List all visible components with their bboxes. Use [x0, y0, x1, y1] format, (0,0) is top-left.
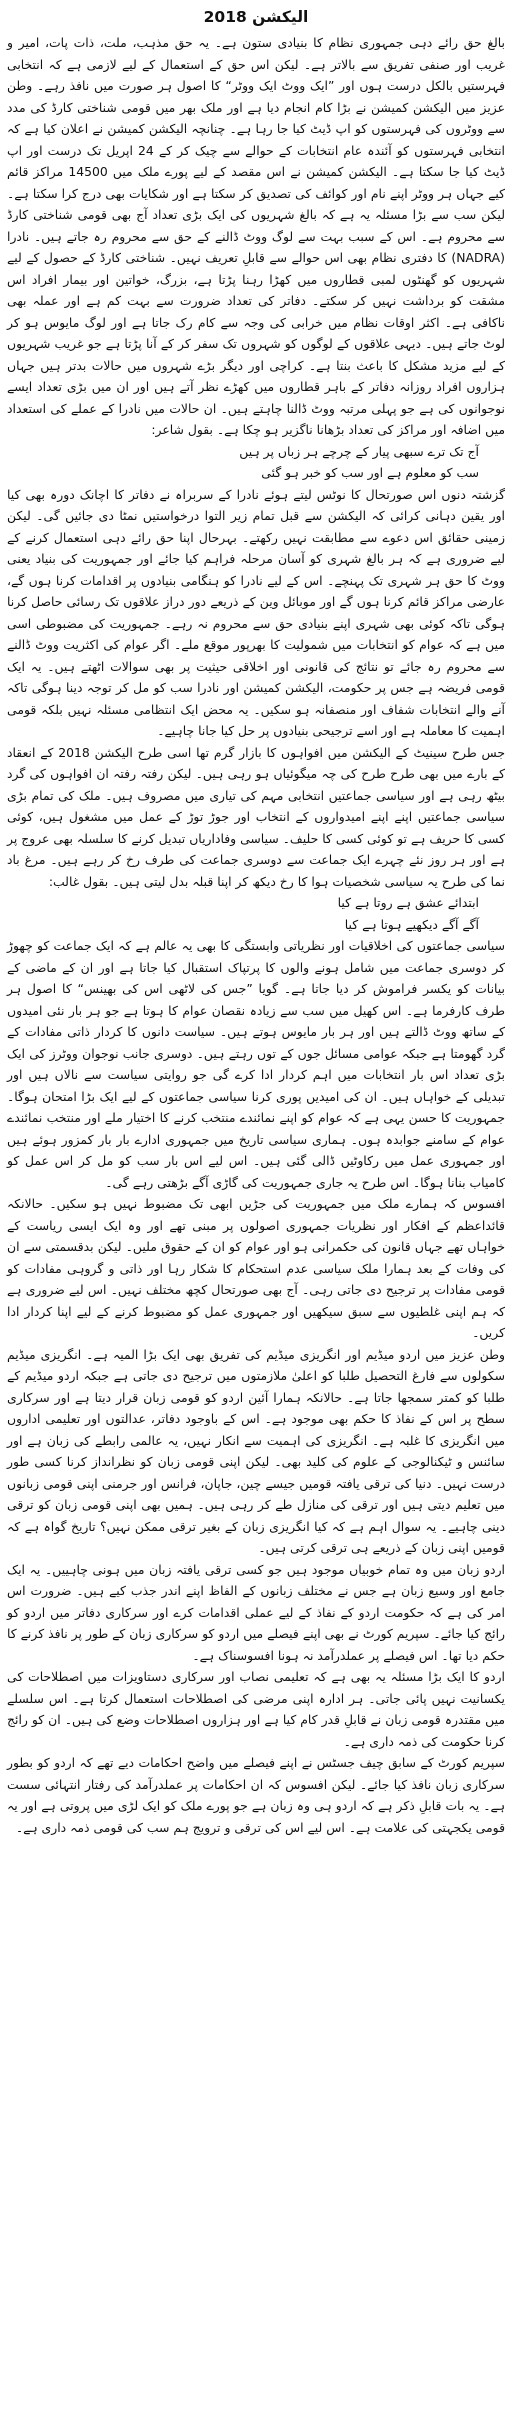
verse-line: آج تک ترے سبھی پیار کے چرچے ہر زباں پر ہیں: [239, 443, 479, 459]
article-paragraph: بالغ حق رائے دہی جمہوری نظام کا بنیادی ستون ہے۔ یہ حق مذہب، ملت، ذات پات، امیر و غریب اور صنفی تفریق سے بالاتر ہے۔ لیکن اس حق کے استعمال کے لیے لازمی ہے کہ انتخابی فہرستیں بالکل درست ہوں اور ”ایک ووٹ ایک ووٹر“ کا اصول ہر صورت میں نافذ رہے۔ وطن عزیز میں الیکشن کمیشن نے بڑا کام انجام دیا ہے اور ملک بھر میں قومی شناختی کارڈ کی مدد سے ووٹروں کی فہرستوں کو اپ ڈیٹ کیا جا رہا ہے۔ چنانچہ الیکشن کمیشن نے اعلان کیا ہے کہ انتخابی فہرستوں کو آئندہ عام انتخابات کے حوالے سے چیک کر کے 24 اپریل تک درست اور اپ ڈیٹ کیا جا سکتا ہے۔ الیکشن کمیشن نے اس مقصد کے لیے پورے ملک میں 14500 مراکز قائم کیے جہاں ہر ووٹر اپنے نام اور کوائف کی تصدیق کر سکتا ہے اور شکایات بھی درج کرا سکتا ہے۔ لیکن سب سے بڑا مسئلہ یہ ہے کہ بالغ شہریوں کی ایک بڑی تعداد آج بھی قومی شناختی کارڈ سے محروم ہے۔ اس کے سبب بہت سے لوگ ووٹ ڈالنے کے حق سے محروم رہ جاتے ہیں۔ نادرا (NADRA) کا دفتری نظام بھی اس حوالے سے قابلِ تعریف نہیں۔ شناختی کارڈ کے حصول کے لیے شہریوں کو گھنٹوں لمبی قطاروں میں کھڑا رہنا پڑتا ہے، بزرگ، خواتین اور بیمار افراد اس مشقت کو برداشت نہیں کر سکتے۔ دفاتر کی تعداد ضرورت سے بہت کم ہے اور عملہ بھی ناکافی ہے۔ اکثر اوقات نظام میں خرابی کی وجہ سے کام رک جاتا ہے اور لوگ مایوس ہو کر لوٹ جاتے ہیں۔ دیہی علاقوں کے لوگوں کو شہروں تک سفر کر کے آنا پڑتا ہے جو غریب شہریوں کے لیے مزید مشکل کا باعث بنتا ہے۔ کراچی اور دیگر بڑے شہروں میں حالات بدتر ہیں جہاں ہزاروں افراد روزانہ دفاتر کے باہر قطاروں میں کھڑے نظر آتے ہیں اور ان میں بڑی تعداد ایسے نوجوانوں کی ہے جو پہلی مرتبہ ووٹ ڈالنا چاہتے ہیں۔ ان حالات میں نادرا کے عملے کی استعداد میں اضافہ اور مراکز کی تعداد بڑھانا ناگزیر ہو چکا ہے۔ بقول شاعر:: [7, 35, 505, 437]
article-paragraph: افسوس کہ ہمارے ملک میں جمہوریت کی جڑیں ابھی تک مضبوط نہیں ہو سکیں۔ حالانکہ قائداعظم کے افکار اور نظریات جمہوری اصولوں پر مبنی تھے اور وہ ایک ایسی ریاست کے خواہاں تھے جہاں قانون کی حکمرانی ہو اور عوام کو ان کے حقوق ملیں۔ لیکن بدقسمتی سے ان کی وفات کے بعد ہمارا ملک سیاسی عدم استحکام کا شکار رہا اور ذاتی و گروہی مفادات کو قومی مفادات پر ترجیح دی جاتی رہی۔ آج بھی صورتحال کچھ مختلف نہیں۔ اس لیے ضروری ہے کہ ہم اپنی غلطیوں سے سبق سیکھیں اور جمہوری عمل کو مضبوط کرنے کے لیے اپنا کردار ادا کریں۔: [7, 1196, 505, 1340]
article-paragraph: سیاسی جماعتوں کی اخلاقیات اور نظریاتی وابستگی کا بھی یہ عالم ہے کہ ایک جماعت کو چھوڑ کر دوسری جماعت میں شامل ہونے والوں کا پرتپاک استقبال کیا جاتا ہے اور ان کے ماضی کے بیانات کو یکسر فراموش کر دیا جاتا ہے۔ گویا ”جس کی لاٹھی اس کی بھینس“ کا اصول ہر طرف کارفرما ہے۔ اس کھیل میں سب سے زیادہ نقصان عوام کا ہوتا ہے جو ہر بار نئی امیدوں کے ساتھ ووٹ ڈالتے ہیں اور ہر بار مایوس ہوتے ہیں۔ سیاست دانوں کا کردار ذاتی مفادات کے گرد گھومتا ہے جبکہ عوامی مسائل جوں کے توں رہتے ہیں۔ دوسری جانب نوجوان ووٹرز کی ایک بڑی تعداد اس بار انتخابات میں اہم کردار ادا کرے گی جو روایتی سیاست سے نالاں ہیں اور تبدیلی کے خواہاں ہیں۔ ان کی امیدیں پوری کرنا سیاسی جماعتوں کے لیے ایک بڑا امتحان ہوگا۔ جمہوریت کا حسن یہی ہے کہ عوام کو اپنے نمائندے منتخب کرنے کا اختیار ملے اور منتخب نمائندے عوام کے سامنے جوابدہ ہوں۔ ہماری سیاسی تاریخ میں جمہوری ادارے بار بار کمزور ہوئے ہیں اور جمہوری عمل میں رکاوٹیں ڈالی گئی ہیں۔ اس لیے اس بار سب کو مل کر اس عمل کو کامیاب بنانا ہوگا۔ اس طرح یہ جاری جمہوریت کی گاڑی آگے بڑھتی رہے گی۔: [7, 938, 505, 1190]
article-paragraph: سپریم کورٹ کے سابق چیف جسٹس نے اپنے فیصلے میں واضح احکامات دیے تھے کہ اردو کو بطور سرکاری زبان نافذ کیا جائے۔ لیکن افسوس کہ ان احکامات پر عملدرآمد کی رفتار انتہائی سست ہے۔ یہ بات قابلِ ذکر ہے کہ اردو ہی وہ زبان ہے جو پورے ملک کو ایک لڑی میں پروتی ہے اور یہ قومی یکجہتی کی علامت ہے۔ اس لیے اس کی ترقی و ترویج ہم سب کی قومی ذمہ داری ہے۔: [7, 1755, 505, 1835]
article-paragraph: گزشتہ دنوں اس صورتحال کا نوٹس لیتے ہوئے نادرا کے سربراہ نے دفاتر کا اچانک دورہ بھی کیا اور یقین دہانی کرائی کہ الیکشن سے قبل تمام زیر التوا درخواستیں نمٹا دی جائیں گی۔ لیکن زمینی حقائق اس دعوے سے مطابقت نہیں رکھتے۔ بہرحال اپنا حق رائے دہی استعمال کرنے کے لیے ضروری ہے کہ ہر بالغ شہری کو آسان مرحلہ فراہم کیا جائے اور جمہوریت کی بنیاد یعنی ووٹ کا حق ہر شہری تک پہنچے۔ اس کے لیے نادرا کو ہنگامی بنیادوں پر اقدامات کرنا ہوں گے، عارضی مراکز قائم کرنا ہوں گے اور موبائل وین کے ذریعے دور دراز علاقوں تک رسائی حاصل کرنا ہوگی تاکہ کوئی بھی شہری اپنے بنیادی حق سے محروم نہ رہے۔ جمہوریت کی مضبوطی اسی میں ہے کہ عوام کو انتخابات میں شمولیت کا بھرپور موقع ملے۔ اگر عوام کی اکثریت ووٹ ڈالنے سے محروم رہ جائے تو نتائج کی قانونی اور اخلاقی حیثیت پر بھی سوالات اٹھتے ہیں۔ یہ ایک قومی فریضہ ہے جس پر حکومت، الیکشن کمیشن اور نادرا سب کو مل کر توجہ دینا ہوگی تاکہ آنے والے انتخابات شفاف اور منصفانہ ہو سکیں۔ یہ محض ایک انتظامی مسئلہ نہیں بلکہ قومی اہمیت کا معاملہ ہے اور اسے ترجیحی بنیادوں پر حل کیا جانا چاہیے۔: [7, 486, 505, 738]
verse-line: آگے آگے دیکھیے ہوتا ہے کیا: [344, 916, 479, 932]
article-body: [7, 32, 505, 1838]
article-paragraph: اردو زبان میں وہ تمام خوبیاں موجود ہیں جو کسی ترقی یافتہ زبان میں ہونی چاہییں۔ یہ ایک جامع اور وسیع زبان ہے جس نے مختلف زبانوں کے الفاظ اپنے اندر جذب کیے ہیں۔ ضرورت اس امر کی ہے کہ حکومت اردو کے نفاذ کے لیے عملی اقدامات کرے اور سرکاری دفاتر میں اردو کو رائج کیا جائے۔ سپریم کورٹ نے بھی اپنے فیصلے میں اردو کو سرکاری زبان کے طور پر نافذ کرنے کا حکم دیا تھا۔ اس فیصلے پر عملدرآمد نہ ہونا افسوسناک ہے۔: [7, 1561, 505, 1663]
article-paragraph: وطن عزیز میں اردو میڈیم اور انگریزی میڈیم کی تفریق بھی ایک بڑا المیہ ہے۔ انگریزی میڈیم سکولوں سے فارغ التحصیل طلبا کو اعلیٰ ملازمتوں میں ترجیح دی جاتی ہے جبکہ اردو میڈیم کے طلبا کو کمتر سمجھا جاتا ہے۔ حالانکہ ہمارا آئین اردو کو قومی زبان قرار دیتا ہے اور سرکاری سطح پر اس کے نفاذ کا حکم بھی موجود ہے۔ اس کے باوجود دفاتر، عدالتوں اور تعلیمی اداروں میں انگریزی کا غلبہ ہے۔ انگریزی کی اہمیت سے انکار نہیں، یہ عالمی رابطے کی زبان ہے اور سائنس و ٹیکنالوجی کے علوم کی کلید بھی۔ لیکن اپنی قومی زبان کو نظرانداز کرنا کسی طور درست نہیں۔ دنیا کی ترقی یافتہ قومیں جیسے چین، جاپان، فرانس اور جرمنی اپنی قومی زبانوں میں تعلیم دیتی ہیں اور ترقی کی منازل طے کر رہی ہیں۔ ہمیں بھی اپنی قومی زبان کو ترقی دینی چاہیے۔ یہ سوال اہم ہے کہ کیا انگریزی زبان کے بغیر ترقی ممکن نہیں؟ تاریخ گواہ ہے کہ قومیں اپنی زبان کے ذریعے ہی ترقی کرتی ہیں۔: [7, 1346, 505, 1555]
article-title: الیکشن 2018: [203, 8, 309, 26]
verse-line: سب کو معلوم ہے اور سب کو خبر ہو گئی: [261, 465, 479, 480]
article-paragraph: اردو کا ایک بڑا مسئلہ یہ بھی ہے کہ تعلیمی نصاب اور سرکاری دستاویزات میں اصطلاحات کی یکسانیت نہیں پائی جاتی۔ ہر ادارہ اپنی مرضی کی اصطلاحات استعمال کرتا ہے۔ اس سلسلے میں مقتدرہ قومی زبان نے قابلِ قدر کام کیا ہے اور ہزاروں اصطلاحات وضع کی ہیں۔ ان کو رائج کرنا حکومت کی ذمہ داری ہے۔: [7, 1669, 505, 1749]
verse-line: ابتدائے عشق ہے روتا ہے کیا: [337, 895, 479, 910]
article-paragraph: جس طرح سینیٹ کے الیکشن میں افواہوں کا بازار گرم تھا اسی طرح الیکشن 2018 کے انعقاد کے بارے میں بھی طرح طرح کی چہ میگوئیاں ہو رہی ہیں۔ لیکن رفتہ رفتہ ان افواہوں کی گرد بیٹھ رہی ہے اور سیاسی جماعتیں انتخابی مہم کی تیاری میں مصروف ہیں۔ ملک کی تمام بڑی سیاسی جماعتیں اپنے اپنے امیدواروں کے انتخاب اور جوڑ توڑ کے عمل میں مشغول ہیں، کوئی کسی کا حریف ہے تو کوئی کسی کا حلیف۔ سیاسی وفاداریاں تبدیل کرنے کا سلسلہ بھی عروج پر ہے اور ہر روز نئے چہرے ایک جماعت سے دوسری جماعت کی طرف رخ کر رہے ہیں۔ مرغ باد نما کی طرح یہ سیاسی شخصیات ہوا کا رخ دیکھ کر اپنا قبلہ بدل لیتی ہیں۔ بقول غالب:: [7, 744, 505, 889]
